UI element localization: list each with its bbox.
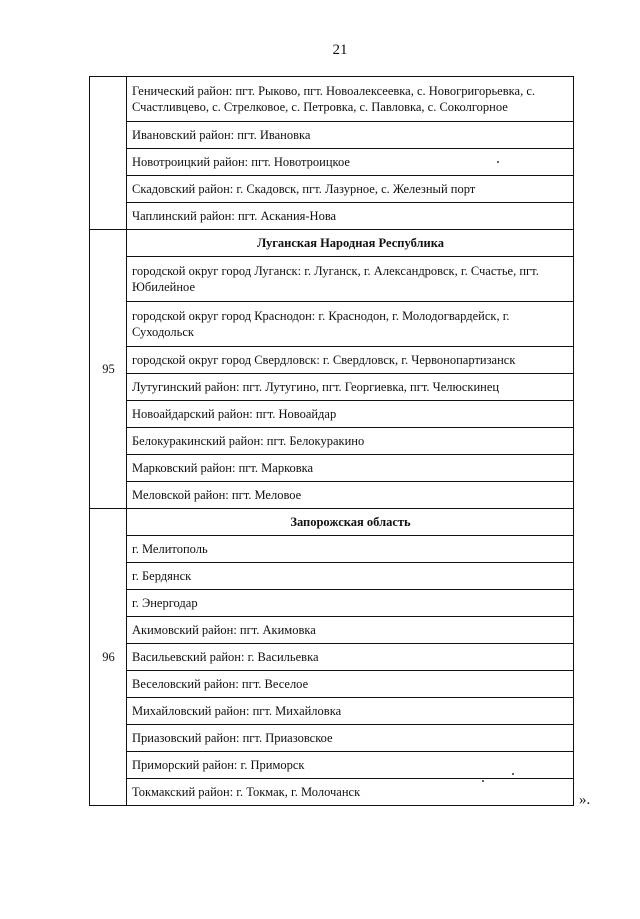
district-cell: городской округ город Краснодон: г. Краснодон, г. Молодогвардейск, г. Суходольск	[127, 302, 574, 347]
table-row	[90, 779, 574, 806]
table-row	[90, 563, 574, 590]
table-row	[90, 257, 574, 302]
table-row	[90, 482, 574, 509]
district-cell: г. Энергодар	[127, 590, 574, 617]
district-cell: городской округ город Луганск: г. Луганск, г. Александровск, г. Счастье, пгт. Юбилейное	[127, 257, 574, 302]
table-row	[90, 671, 574, 698]
district-cell: г. Мелитополь	[127, 536, 574, 563]
table-row	[90, 374, 574, 401]
district-cell: Марковский район: пгт. Марковка	[127, 455, 574, 482]
table-row	[90, 203, 574, 230]
district-cell: городской округ город Свердловск: г. Свердловск, г. Червонопартизанск	[127, 347, 574, 374]
district-cell: г. Бердянск	[127, 563, 574, 590]
table-row	[90, 698, 574, 725]
region-header-row	[90, 230, 574, 257]
region-title: Запорожская область	[127, 509, 574, 536]
scan-speck	[482, 780, 484, 782]
table-row	[90, 644, 574, 671]
table-row	[90, 122, 574, 149]
table-row	[90, 302, 574, 347]
district-cell: Генический район: пгт. Рыково, пгт. Новоалексеевка, с. Новогригорьевка, с. Счастливцево, с. Стрелковое, с. Петровка, с. Павловка, с. Соколгорное	[127, 77, 574, 122]
settlements-table	[89, 76, 574, 806]
row-number-cell-empty	[90, 77, 127, 230]
row-number-cell: 95	[90, 230, 127, 509]
district-cell: Приморский район: г. Приморск	[127, 752, 574, 779]
scan-speck	[512, 773, 514, 775]
district-cell: Белокуракинский район: пгт. Белокуракино	[127, 428, 574, 455]
table-row	[90, 347, 574, 374]
district-cell: Михайловский район: пгт. Михайловка	[127, 698, 574, 725]
district-cell: Новоайдарский район: пгт. Новоайдар	[127, 401, 574, 428]
district-cell: Васильевский район: г. Васильевка	[127, 644, 574, 671]
table-row	[90, 77, 574, 122]
table-row	[90, 752, 574, 779]
region-title: Луганская Народная Республика	[127, 230, 574, 257]
table-row	[90, 725, 574, 752]
table-row	[90, 590, 574, 617]
district-cell: Новотроицкий район: пгт. Новотроицкое	[127, 149, 574, 176]
district-cell: Чаплинский район: пгт. Аскания-Нова	[127, 203, 574, 230]
district-cell: Лутугинский район: пгт. Лутугино, пгт. Георгиевка, пгт. Челюскинец	[127, 374, 574, 401]
district-cell: Токмакский район: г. Токмак, г. Молочанск	[127, 779, 574, 806]
district-cell: Веселовский район: пгт. Веселое	[127, 671, 574, 698]
table-row	[90, 401, 574, 428]
district-cell: Скадовский район: г. Скадовск, пгт. Лазурное, с. Железный порт	[127, 176, 574, 203]
table-row	[90, 176, 574, 203]
district-cell: Приазовский район: пгт. Приазовское	[127, 725, 574, 752]
table-row	[90, 428, 574, 455]
closing-quote-mark: ».	[579, 792, 591, 808]
table-row	[90, 149, 574, 176]
table-row	[90, 617, 574, 644]
region-header-row	[90, 509, 574, 536]
page-number: 21	[332, 42, 348, 58]
district-cell: Меловской район: пгт. Меловое	[127, 482, 574, 509]
table-row	[90, 536, 574, 563]
district-cell: Акимовский район: пгт. Акимовка	[127, 617, 574, 644]
row-number-cell: 96	[90, 509, 127, 806]
table-row	[90, 455, 574, 482]
district-cell: Ивановский район: пгт. Ивановка	[127, 122, 574, 149]
scan-speck	[497, 161, 499, 163]
